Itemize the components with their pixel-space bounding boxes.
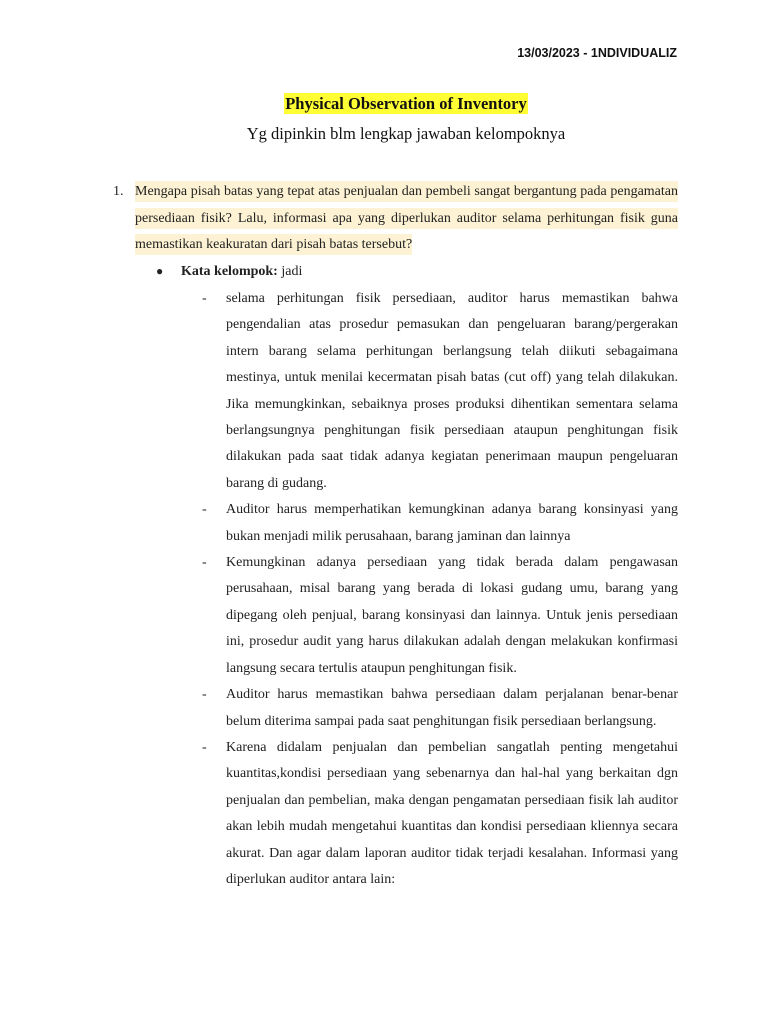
answer-text: Kemungkinan adanya persediaan yang tidak berada dalam pengawasan perusahaan, misal barang yang berada di lokasi gudang umu, barang yang dipegang oleh penjual, barang konsinyasi dan lainnya. Untuk jenis persediaan ini, prosedur audit yang harus dilakukan adalah dengan melakukan konfirmasi langsung secara tertulis ataupun penghitungan fisik. [226,555,678,676]
answer-text: Auditor harus memastikan bahwa persediaan dalam perjalanan benar-benar belum diterima sampai pada saat penghitungan fisik persediaan berlangsung. [226,687,678,729]
question-text: Mengapa pisah batas yang tepat atas penjualan dan pembeli sangat bergantung pada pengamatan persediaan fisik? Lalu, informasi apa yang diperlukan auditor selama perhitungan fisik guna memastikan keakuratan dari pisah batas tersebut? [135,181,678,255]
question-number: 1. [113,184,124,199]
document-subtitle: Yg dipinkin blm lengkap jawaban kelompoknya [246,124,566,143]
title-highlight: Physical Observation of Inventory [285,94,527,113]
dash-marker: - [202,291,207,306]
bullet-icon: ● [156,264,164,278]
answer-item [200,735,678,893]
question-text-block [135,179,678,259]
answer-list [200,286,678,893]
dash-marker: - [202,555,207,571]
answer-item [200,550,678,682]
dash-marker: - [202,502,207,518]
dash-marker: - [202,739,207,755]
document-title [0,94,768,114]
answer-item [200,286,678,497]
answer-item [200,682,678,735]
group-answer-value: jadi [277,264,303,279]
answer-text: Karena didalam penjualan dan pembelian sangatlah penting mengetahui kuantitas,kondisi persediaan yang sebenarnya dan hal-hal yang berkaitan dgn penjualan dan pembelian, maka dengan pengamatan persediaan fisik lah auditor akan lebih mudah mengetahui kuantitas dan kondisi persediaan kliennya secara akurat. Dan agar dalam laporan auditor tidak terjadi kesalahan. Informasi yang diperlukan auditor antara lain: [226,739,678,887]
group-answer-label: Kata kelompok: [181,264,278,279]
answer-text: selama perhitungan fisik persediaan, auditor harus memastikan bahwa pengendalian atas prosedur pemasukan dan pengeluaran barang/pergerakan intern barang selama perhitungan berlangsung telah diikuti sebagaimana mestinya, untuk menilai kecermatan pisah batas (cut off) yang telah dilakukan. Jika memungkinkan, sebaiknya proses produksi dihentikan sementara selama berlangsungnya penghitungan fisik persediaan ataupun penghitungan fisik dilakukan pada saat tidak adanya kegiatan penerimaan maupun pengeluaran barang di gudang. [226,291,678,491]
dash-marker: - [202,687,207,703]
header-date-label: 13/03/2023 - 1NDIVIDUALIZ [517,46,677,60]
answer-text: Auditor harus memperhatikan kemungkinan adanya barang konsinyasi yang bukan menjadi milik perusahaan, barang jaminan dan lainnya [226,502,678,544]
answer-item [200,497,678,550]
group-answer-bullet [156,258,302,286]
